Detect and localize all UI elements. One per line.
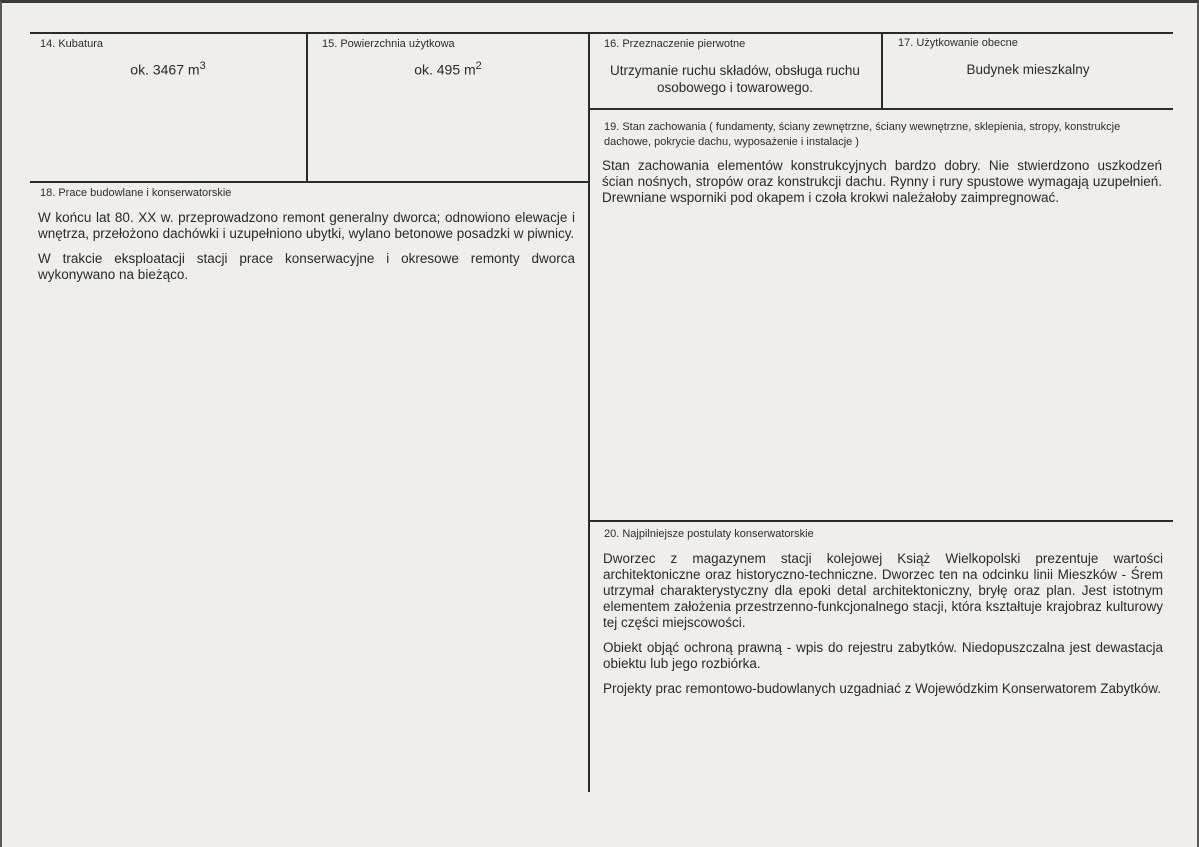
- field-20-paragraph: Projekty prac remontowo-budowlanych uzgadniać z Wojewódzkim Konserwatorem Zabytków.: [603, 681, 1162, 696]
- field-17-value: Budynek mieszkalny: [966, 62, 1090, 77]
- center-divider: [588, 32, 590, 792]
- rule-above-f20: [588, 520, 1173, 522]
- field-15-value-text: ok. 495 m: [414, 61, 476, 78]
- field-17-label: 17. Użytkowanie obecne: [898, 37, 1018, 49]
- field-20-text: [603, 551, 1163, 706]
- field-16-value: Utrzymanie ruchu składów, obsługa ruchu osobowego i towarowego.: [610, 63, 860, 95]
- field-14-label: 14. Kubatura: [40, 38, 103, 50]
- field-14-value-exponent: 3: [199, 60, 206, 72]
- field-19-paragraph: Stan zachowania elementów konstrukcyjnych bardzo dobry. Nie stwierdzono uszkodzeń ścian nośnych, stropów oraz konstrukcji dachu. Rynny i rury spustowe wymagają uzupełnień. Drewniane wsporniki pod okapem i czoła krokwi należałoby zaimpregnować.: [602, 158, 1162, 205]
- field-16-label: 16. Przeznaczenie pierwotne: [604, 38, 746, 50]
- field-15-label: 15. Powierzchnia użytkowa: [322, 38, 455, 50]
- field-18-text: [38, 210, 575, 292]
- field-20-paragraph: Obiekt objąć ochroną prawną - wpis do rejestru zabytków. Niedopuszczalna jest dewastacja obiektu lub jego rozbiórka.: [603, 640, 1163, 671]
- field-14-value: [30, 60, 306, 78]
- field-18-label: 18. Prace budowlane i konserwatorskie: [40, 187, 232, 199]
- field-15-value-exponent: 2: [475, 60, 482, 72]
- divider-f14-f15: [306, 32, 308, 182]
- top-rule: [30, 32, 1173, 34]
- field-20-label: 20. Najpilniejsze postulaty konserwatorskie: [604, 528, 814, 540]
- field-19-label: 19. Stan zachowania ( fundamenty, ściany zewnętrzne, ściany wewnętrzne, sklepienia, stropy, konstrukcje dachowe, pokrycie dachu, wyposażenie i instalacje ): [604, 121, 1121, 148]
- field-19-text: [602, 158, 1162, 215]
- field-18-paragraph: W trakcie eksploatacji stacji prace konserwacyjne i okresowe remonty dworca wykonywano na bieżąco.: [38, 251, 575, 282]
- field-14-value-text: ok. 3467 m: [130, 61, 200, 78]
- field-20-paragraph: Dworzec z magazynem stacji kolejowej Książ Wielkopolski prezentuje wartości architektoniczne oraz historyczno-techniczne. Dworzec ten na odcinku linii Mieszków - Śrem utrzymał charakterystyczny dla epoki detal architektoniczny, bryłę oraz plan. Jest istotnym elementem założenia przestrzenno-funkcjonalnego stacji, która kształtuje krajobraz kulturowy tej części miejscowości.: [603, 551, 1163, 630]
- rule-below-f16-f17: [588, 108, 1173, 110]
- rule-above-f18: [30, 181, 590, 183]
- field-18-paragraph: W końcu lat 80. XX w. przeprowadzono remont generalny dworca; odnowiono elewacje i wnętrza, przełożono dachówki i uzupełniono ubytki, wylano betonowe posadzki w piwnicy.: [38, 210, 575, 241]
- field-15-value: [308, 60, 588, 78]
